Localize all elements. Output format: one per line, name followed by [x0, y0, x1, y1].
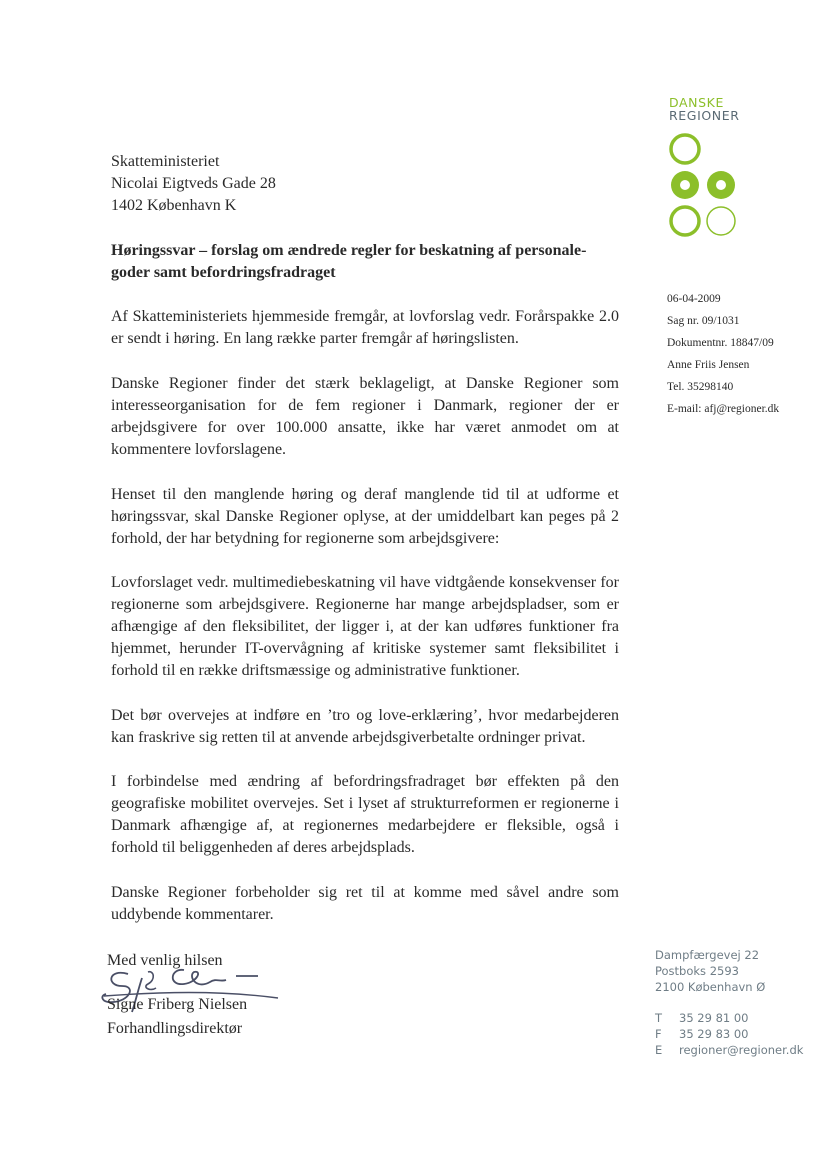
footer-fax: 35 29 83 00: [679, 1027, 749, 1041]
signatory-name: Signe Friberg Nielsen: [107, 996, 248, 1013]
recipient-street: Nicolai Eigtveds Gade 28: [111, 175, 276, 192]
footer-city: 2100 København Ø: [655, 980, 766, 994]
paragraph: Det bør overvejes at indføre en ’tro og love-erklæring’, hvor medarbejderen kan fraskrive sig retten til at anvende arbejdsgiverbetalte ordninger privat.: [111, 707, 619, 746]
logo-line-regioner: REGIONER: [669, 108, 740, 123]
logo-wordmark: [669, 96, 740, 122]
phone-label: T: [655, 1011, 663, 1025]
paragraph: Lovforslaget vedr. multimediebeskatning vil have vidtgående konsekvenser for regionerne som arbejdsgivere. Regionerne har mange arbejdspladser, som er afhængige af den fleksibilitet, der ligger i, at der kan udføres funktioner fra hjemmet, herunder IT-overvågning af kritiske systemer samt fleksibilitet i forhold til en række driftsmæssige og administrative funktioner.: [111, 574, 619, 679]
email-label: E: [655, 1043, 663, 1057]
case-number: Sag nr. 09/1031: [667, 315, 740, 327]
footer-fax-row: [655, 1026, 803, 1042]
paragraph: Af Skatteministeriets hjemmeside fremgår, at lovforslag vedr. Forårspakke 2.0 er sendt i høring. En lang række parter fremgår af høringslisten.: [111, 308, 619, 347]
footer-phone: 35 29 81 00: [679, 1011, 749, 1025]
recipient-city: 1402 København K: [111, 197, 237, 214]
footer-contact: [655, 947, 803, 1058]
contact-person: Anne Friis Jensen: [667, 359, 750, 371]
paragraph: I forbindelse med ændring af befordringsfradraget bør effekten på den geografiske mobilitet overvejes. Set i lyset af strukturreformen er regionerne i Danmark afhængige af, at regionernes medarbejdere er fleksible, også i forhold til beliggenheden af deres arbejdsplads.: [111, 773, 619, 856]
footer-street: Dampfærgevej 22: [655, 948, 760, 962]
closing-greeting: Med venlig hilsen: [107, 952, 223, 969]
paragraph: Danske Regioner finder det stærk beklageligt, at Danske Regioner som interesseorganisation for de fem regioner i Danmark, regioner der er arbejdsgivere for over 100.000 ansatte, ikke har været anmodet om at kommentere lovforslagene.: [111, 375, 619, 458]
footer-email: regioner@regioner.dk: [679, 1043, 804, 1057]
reference-info: [667, 288, 779, 420]
contact-email: E-mail: afj@regioner.dk: [667, 403, 780, 415]
logo-circles-icon: [667, 131, 747, 243]
logo-line-danske: DANSKE: [669, 95, 724, 110]
footer-postbox: Postboks 2593: [655, 964, 739, 978]
letter-subject: Høringssvar – forslag om ændrede regler for beskatning af personale-goder samt befordringsfradraget: [111, 242, 587, 281]
fax-label: F: [655, 1027, 662, 1041]
recipient-name: Skatteministeriet: [111, 153, 220, 170]
paragraph: Henset til den manglende høring og deraf manglende tid til at udforme et høringssvar, skal Danske Regioner oplyse, at der umiddelbart kan peges på 2 forhold, der har betydning for regionerne som arbejdsgivere:: [111, 486, 619, 547]
recipient-address: [111, 151, 276, 217]
footer-phone-row: [655, 1010, 803, 1026]
footer-email-row: [655, 1042, 803, 1058]
paragraph: Danske Regioner forbeholder sig ret til at komme med såvel andre som uddybende kommentarer.: [111, 884, 619, 923]
contact-phone: Tel. 35298140: [667, 381, 734, 393]
letter-closing: [107, 949, 247, 1041]
document-number: Dokumentnr. 18847/09: [667, 337, 774, 349]
letter-date: 06-04-2009: [667, 293, 721, 305]
signatory-title: Forhandlingsdirektør: [107, 1020, 243, 1037]
